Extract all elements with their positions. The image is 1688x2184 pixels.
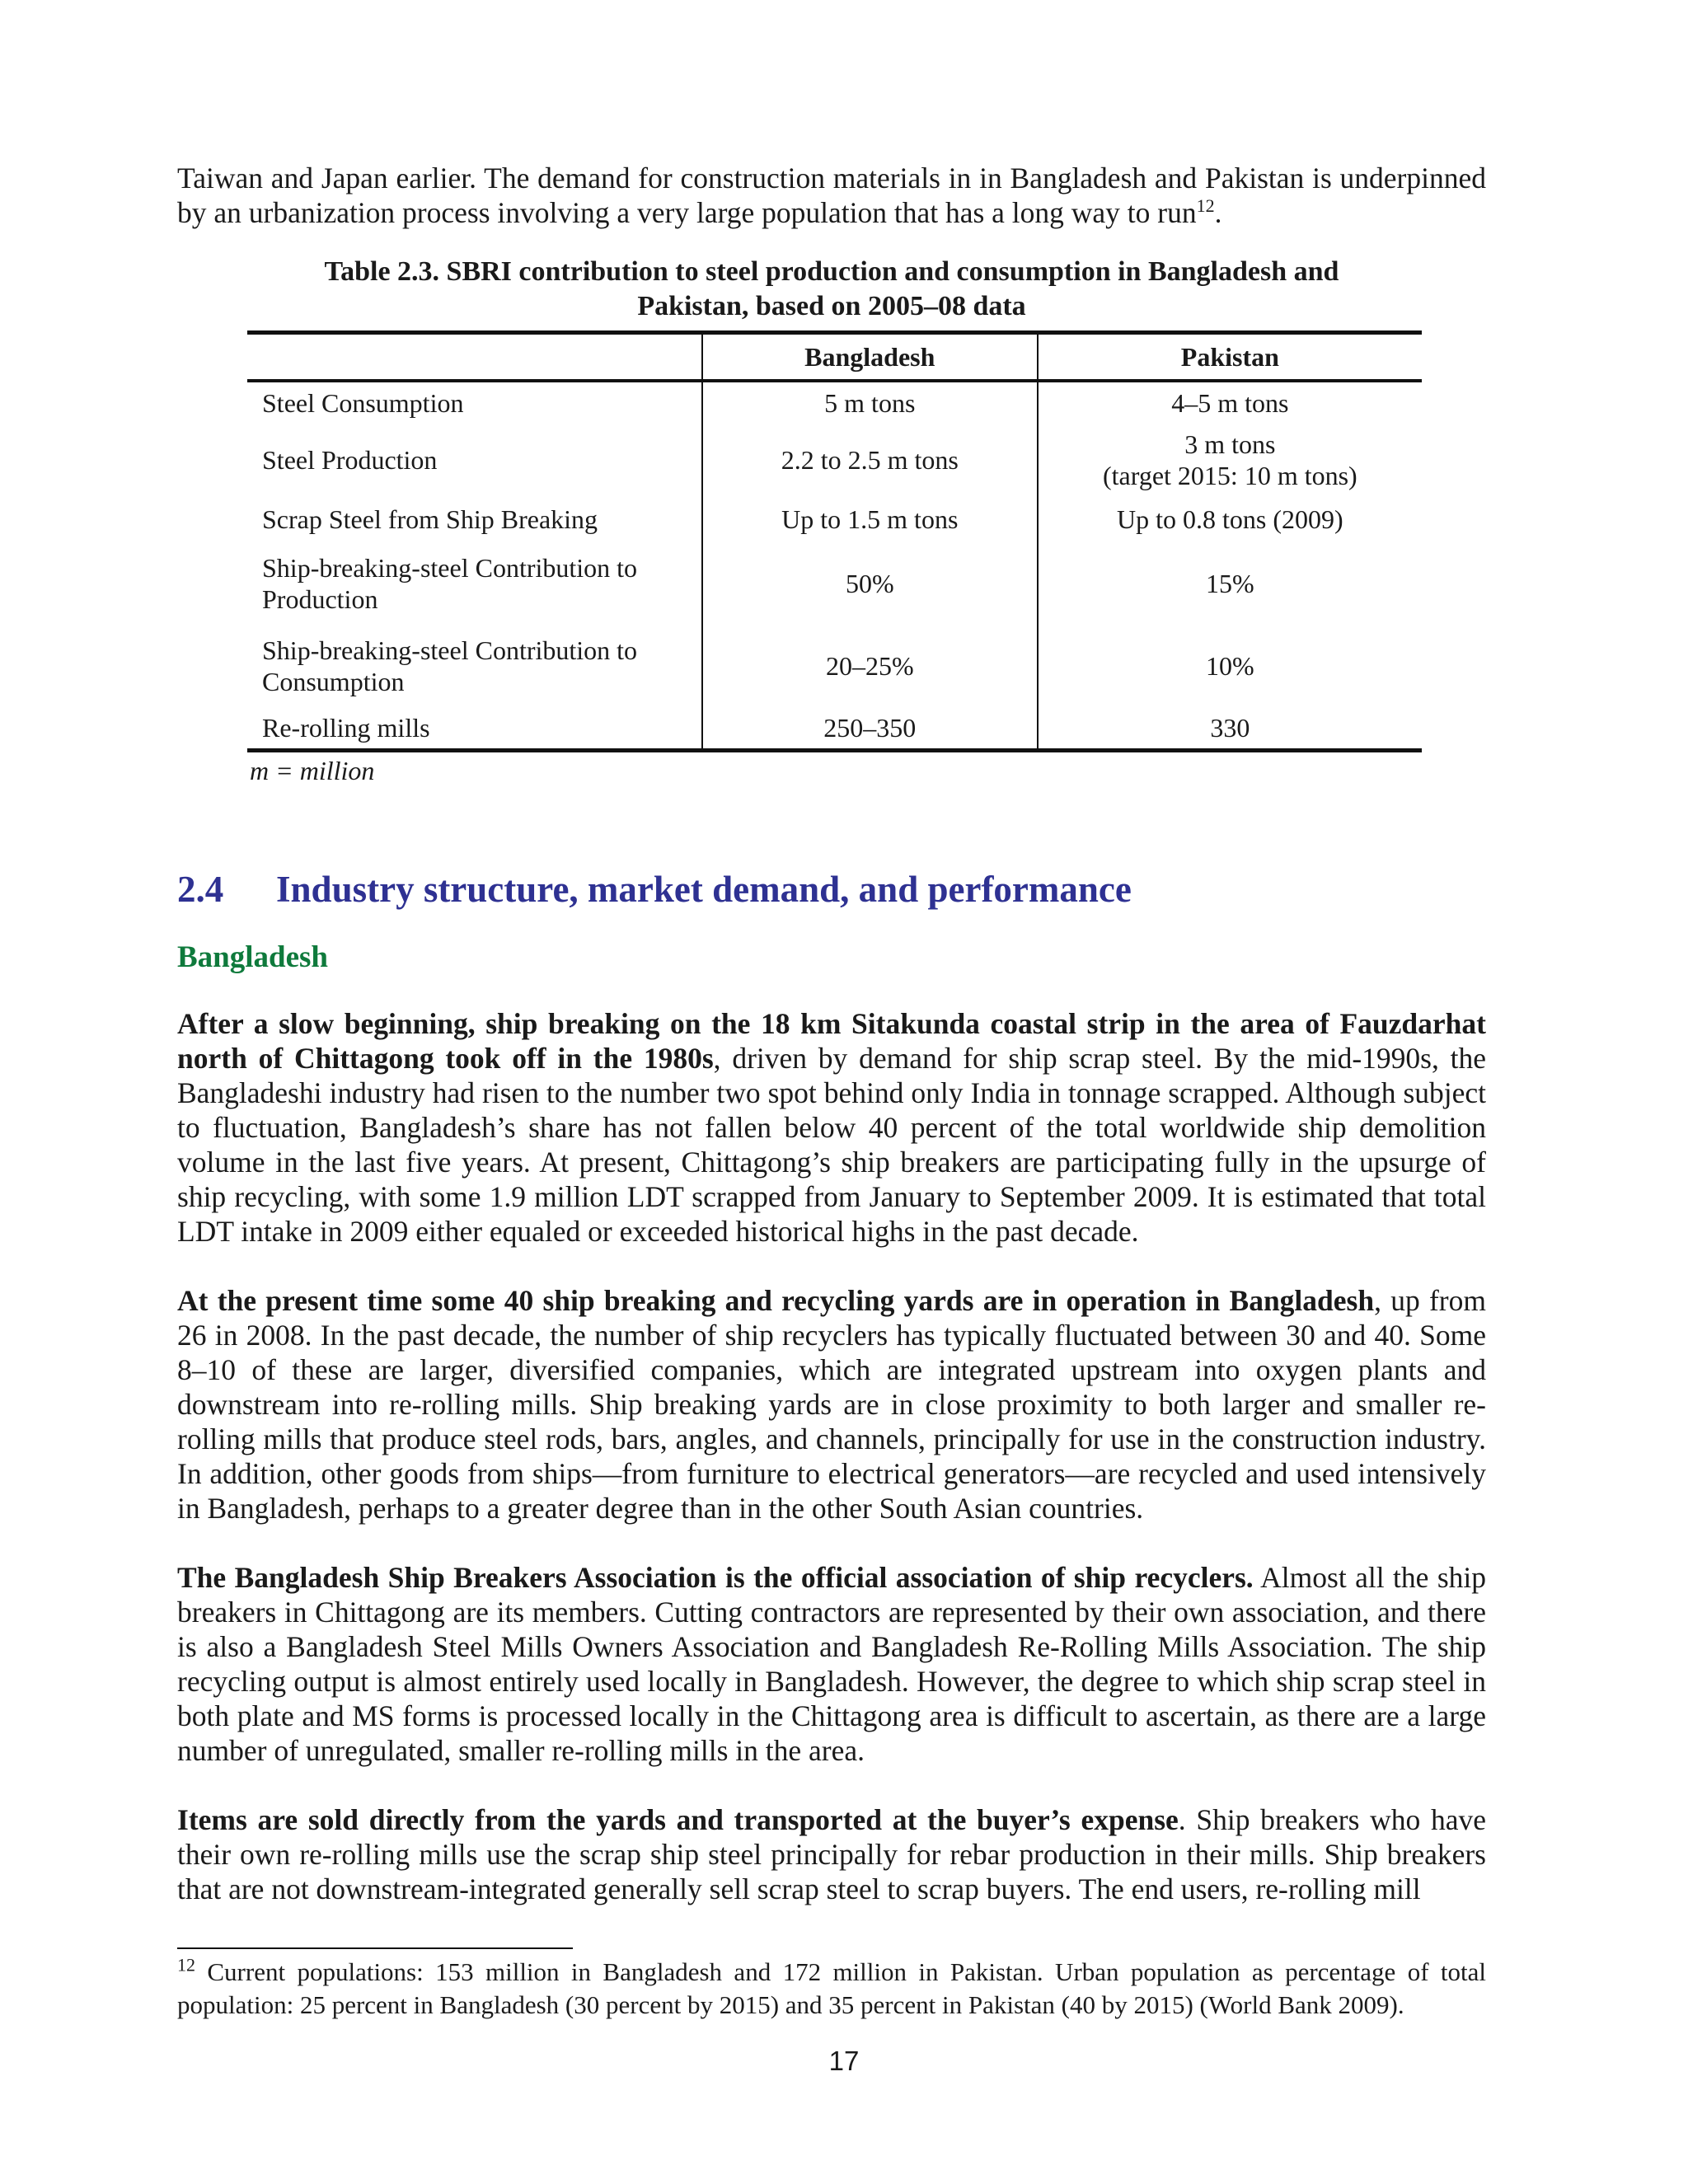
paragraph-text: . Ship breakers who have their own re-rolling mills use the scrap ship steel principally for rebar production in their mills. Ship breakers that are not downstream-integrated generally sell scrap steel to scrap buyers. The end users, re-rolling mill [177, 1803, 1486, 1905]
bangladesh-value: 2.2 to 2.5 m tons [702, 424, 1038, 496]
table-caption [177, 255, 1486, 324]
paragraph-text: , driven by demand for ship scrap steel. By the mid-1990s, the Bangladeshi industry had risen to the number two spot behind only India in tonnage scrapped. Although subject to fluctuation, Bangladesh’s share has not fallen below 40 percent of the total worldwide ship demolition volume in the last five years. At present, Chittagong’s ship breakers are participating fully in the upsurge of ship recycling, with some 1.9 million LDT scrapped from January to September 2009. It is estimated that total LDT intake in 2009 either equaled or exceeded historical highs in the past decade. [177, 1042, 1486, 1248]
pakistan-value: 4–5 m tons [1038, 381, 1422, 424]
bangladesh-value: 50% [702, 542, 1038, 625]
bangladesh-value: 250–350 [702, 707, 1038, 751]
table-caption-line-2: Pakistan, based on 2005–08 data [637, 291, 1026, 321]
table-row [247, 381, 1422, 424]
paragraph-text: , up from 26 in 2008. In the past decade, the number of ship recyclers has typically fluctuated between 30 and 40. Some 8–10 of these are larger, diversified companies, which are integrated upstream into oxygen plants and downstream into re-rolling mills. Ship breaking yards are in close proximity to both larger and smaller re-rolling mills that produce steel rods, bars, angles, and channels, principally for use in the construction industry. In addition, other goods from ships—from furniture to electrical generators—are recycled and used intensively in Bangladesh, perhaps to a greater degree than in the other South Asian countries. [177, 1284, 1486, 1525]
table-header-bangladesh: Bangladesh [702, 333, 1038, 382]
row-label: Ship-breaking-steel Contribution to Production [262, 553, 638, 614]
pakistan-value: 10% [1038, 625, 1422, 707]
subsection-heading: Bangladesh [177, 940, 329, 974]
footnote-text: Current populations: 153 million in Bangladesh and 172 million in Pakistan. Urban population as percentage of total population: 25 percent in Bangladesh (30 percent by 2015) and 35 percent in Pakistan (40 by 2015) (World Bank 2009). [177, 1957, 1486, 2019]
bangladesh-value: 20–25% [702, 625, 1038, 707]
section-heading [177, 867, 1486, 912]
body-paragraph [177, 1006, 1486, 1249]
paragraph-lead: At the present time some 40 ship breaking and recycling yards are in operation in Bangladesh [177, 1284, 1375, 1317]
section-title: Industry structure, market demand, and performance [276, 869, 1132, 910]
pakistan-value: Up to 0.8 tons (2009) [1038, 496, 1422, 542]
steel-contribution-table [247, 330, 1422, 752]
row-label: Steel Consumption [262, 388, 464, 418]
body-paragraph [177, 1560, 1486, 1768]
table-header-pakistan: Pakistan [1038, 333, 1422, 382]
row-label: Scrap Steel from Ship Breaking [262, 504, 598, 534]
intro-text: Taiwan and Japan earlier. The demand for construction materials in in Bangladesh and Pakistan is underpinned by an urbanization process involving a very large population that has a long way to run [177, 162, 1486, 229]
intro-end: . [1214, 196, 1222, 229]
paragraph-lead: The Bangladesh Ship Breakers Association is the official association of ship recyclers. [177, 1561, 1254, 1594]
table-caption-line-1: Table 2.3. SBRI contribution to steel production and consumption in Bangladesh and [324, 256, 1339, 287]
table-header-row [247, 333, 1422, 382]
pakistan-value: 15% [1038, 542, 1422, 625]
pakistan-value: 3 m tons [1184, 429, 1276, 459]
paragraph-lead: After a slow beginning, ship breaking on the 18 km Sitakunda coastal strip in the area of Fauzdarhat north of Chittagong took off in the 1980s [177, 1007, 1486, 1075]
table-row [247, 625, 1422, 707]
pakistan-value-note: (target 2015: 10 m tons) [1103, 461, 1357, 490]
page-number: 17 [828, 2046, 860, 2076]
footnote-number: 12 [177, 1954, 195, 1975]
table-row [247, 424, 1422, 496]
footnote-divider [177, 1947, 573, 1949]
body-paragraph [177, 1283, 1486, 1526]
document-page [177, 161, 1486, 2022]
table-row [247, 542, 1422, 625]
intro-paragraph [177, 161, 1486, 230]
pakistan-value-cell [1038, 424, 1422, 496]
bangladesh-value: 5 m tons [702, 381, 1038, 424]
table-row [247, 496, 1422, 542]
footnote [177, 1956, 1486, 2022]
paragraph-text: Almost all the ship breakers in Chittagong are its members. Cutting contractors are represented by their own association, and there is also a Bangladesh Steel Mills Owners Association and Bangladesh Re-Rolling Mills Association. The ship recycling output is almost entirely used locally in Bangladesh. However, the degree to which ship scrap steel in both plate and MS forms is processed locally in the Chittagong area is difficult to ascertain, as there are a large number of unregulated, smaller re-rolling mills in the area. [177, 1561, 1486, 1767]
section-number: 2.4 [177, 869, 224, 910]
paragraph-lead: Items are sold directly from the yards and transported at the buyer’s expense [177, 1803, 1179, 1836]
body-paragraph [177, 1802, 1486, 1906]
table-note: m = million [250, 756, 375, 785]
row-label: Re-rolling mills [247, 707, 702, 751]
table-header-blank [247, 333, 702, 382]
row-label: Steel Production [262, 445, 438, 475]
table-row [247, 707, 1422, 751]
bangladesh-value: Up to 1.5 m tons [702, 496, 1038, 542]
row-label: Ship-breaking-steel Contribution to Consumption [262, 635, 638, 696]
pakistan-value: 330 [1038, 707, 1422, 751]
footnote-reference[interactable]: 12 [1196, 195, 1215, 217]
